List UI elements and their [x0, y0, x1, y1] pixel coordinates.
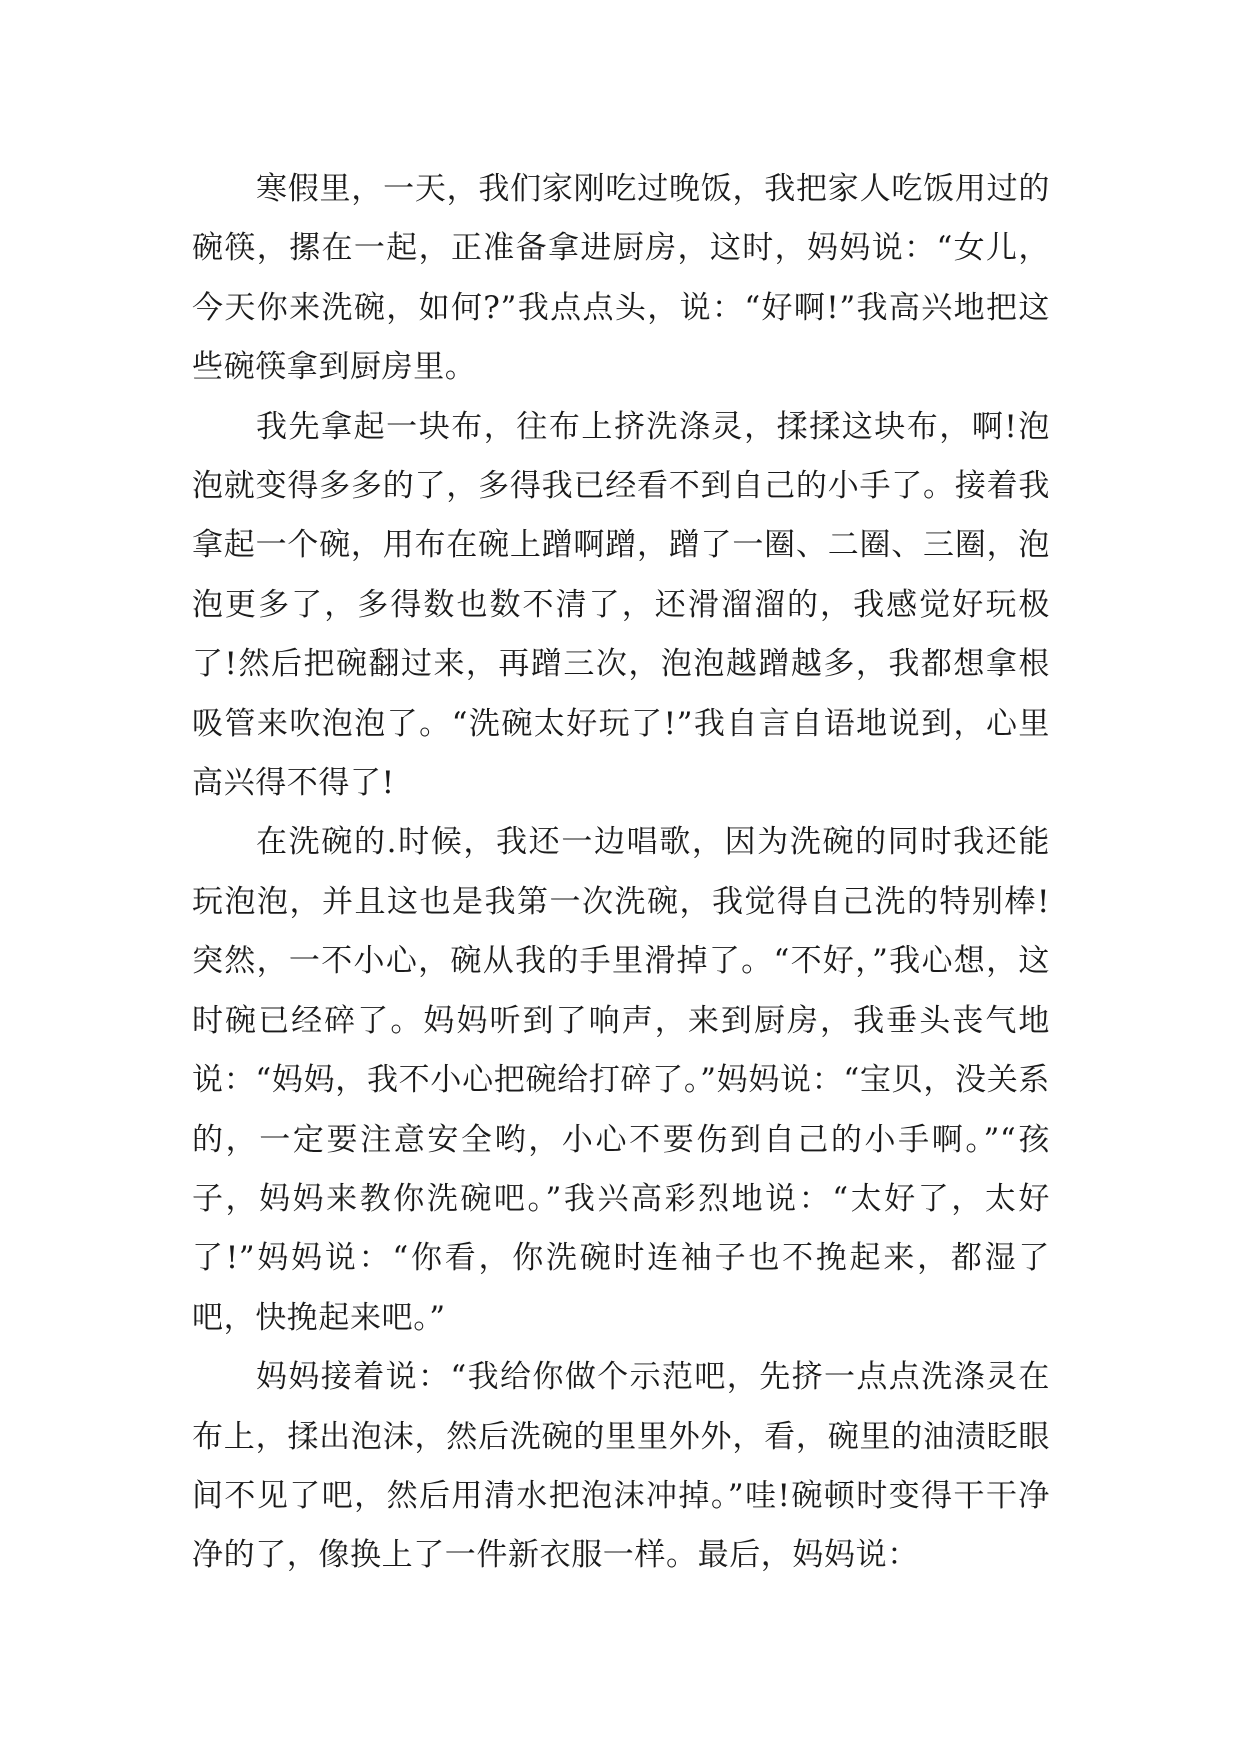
paragraph-3: 在洗碗的.时候，我还一边唱歌，因为洗碗的同时我还能玩泡泡，并且这也是我第一次洗碗，我觉得自己洗的特别棒!突然，一不小心，碗从我的手里滑掉了。“不好，”我心想，这时碗已经碎了。妈妈听到了响声，来到厨房，我垂头丧气地说：“妈妈，我不小心把碗给打碎了。”妈妈说：“宝贝，没关系的，一定要注意安全哟，小心不要伤到自己的小手啊。”“孩子，妈妈来教你洗碗吧。”我兴高彩烈地说：“太好了，太好了!”妈妈说：“你看，你洗碗时连袖子也不挽起来，都湿了吧，快挽起来吧。” [192, 824, 1050, 1336]
paragraph-1: 寒假里，一天，我们家刚吃过晚饭，我把家人吃饭用过的碗筷，摞在一起，正准备拿进厨房，这时，妈妈说：“女儿，今天你来洗碗，如何?”我点点头，说：“好啊!”我高兴地把这些碗筷拿到厨房里。 [192, 171, 1050, 386]
document-page [192, 160, 1050, 1586]
paragraph-4: 妈妈接着说：“我给你做个示范吧，先挤一点点洗涤灵在布上，揉出泡沫，然后洗碗的里里外外，看，碗里的油渍眨眼间不见了吧，然后用清水把泡沫冲掉。”哇!碗顿时变得干干净净的了，像换上了一件新衣服一样。最后，妈妈说： [192, 1359, 1050, 1574]
paragraph-2: 我先拿起一块布，往布上挤洗涤灵，揉揉这块布，啊!泡泡就变得多多的了，多得我已经看不到自己的小手了。接着我拿起一个碗，用布在碗上蹭啊蹭，蹭了一圈、二圈、三圈，泡泡更多了，多得数也数不清了，还滑溜溜的，我感觉好玩极了!然后把碗翻过来，再蹭三次，泡泡越蹭越多，我都想拿根吸管来吹泡泡了。“洗碗太好玩了!”我自言自语地说到，心里高兴得不得了! [192, 408, 1050, 802]
